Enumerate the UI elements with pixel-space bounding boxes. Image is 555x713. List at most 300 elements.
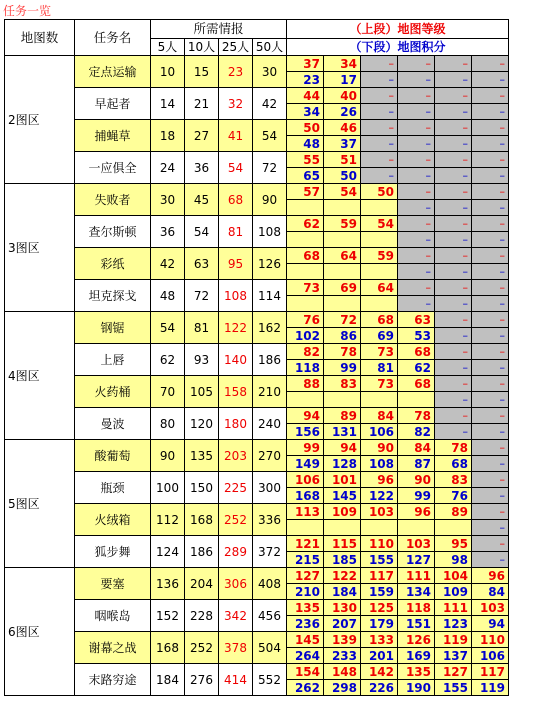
map-level: 121 (287, 536, 324, 552)
map-points: 34 (287, 104, 324, 120)
map-points: 168 (287, 488, 324, 504)
task-name: 早起者 (75, 88, 151, 120)
empty-points-dash: – (472, 104, 509, 120)
map-level: 84 (398, 440, 435, 456)
intel-value: 108 (253, 216, 287, 248)
map-points: 159 (361, 584, 398, 600)
empty-points-dash: – (472, 520, 509, 536)
empty-points-dash: – (435, 232, 472, 248)
map-points: 68 (435, 456, 472, 472)
map-points: 106 (472, 648, 509, 664)
intel-value: 204 (185, 568, 219, 600)
task-name: 彩纸 (75, 248, 151, 280)
intel-value: 81 (185, 312, 219, 344)
map-points: 62 (398, 360, 435, 376)
empty-points-dash: – (435, 72, 472, 88)
intel-value: 252 (219, 504, 253, 536)
map-points: 69 (361, 328, 398, 344)
intel-value: 336 (253, 504, 287, 536)
intel-value: 90 (151, 440, 185, 472)
map-points-empty (287, 296, 324, 312)
empty-level-dash: – (435, 376, 472, 392)
empty-points-dash: – (398, 232, 435, 248)
map-level: 78 (435, 440, 472, 456)
intel-value: 289 (219, 536, 253, 568)
task-name: 瓶颈 (75, 472, 151, 504)
map-points-empty (361, 392, 398, 408)
intel-value: 36 (151, 216, 185, 248)
intel-value: 158 (219, 376, 253, 408)
intel-value: 168 (185, 504, 219, 536)
map-points: 207 (324, 616, 361, 632)
intel-value: 54 (253, 120, 287, 152)
intel-value: 30 (151, 184, 185, 216)
map-points: 48 (287, 136, 324, 152)
map-level: 111 (398, 568, 435, 584)
map-level: 117 (472, 664, 509, 680)
map-points: 215 (287, 552, 324, 568)
intel-value: 90 (253, 184, 287, 216)
empty-level-dash: – (398, 152, 435, 168)
empty-points-dash: – (472, 200, 509, 216)
map-level: 110 (472, 632, 509, 648)
empty-level-dash: – (361, 88, 398, 104)
empty-points-dash: – (435, 424, 472, 440)
map-level: 113 (287, 504, 324, 520)
task-name: 定点运输 (75, 56, 151, 88)
map-points: 98 (435, 552, 472, 568)
intel-value: 408 (253, 568, 287, 600)
map-level: 135 (287, 600, 324, 616)
map-points: 23 (287, 72, 324, 88)
empty-points-dash: – (472, 456, 509, 472)
map-level: 88 (287, 376, 324, 392)
empty-points-dash: – (472, 168, 509, 184)
map-points: 127 (398, 552, 435, 568)
map-level: 103 (361, 504, 398, 520)
intel-value: 80 (151, 408, 185, 440)
empty-points-dash: – (398, 136, 435, 152)
intel-value: 10 (151, 56, 185, 88)
intel-value: 14 (151, 88, 185, 120)
empty-level-dash: – (472, 248, 509, 264)
map-level: 127 (287, 568, 324, 584)
intel-value: 186 (253, 344, 287, 376)
intel-value: 140 (219, 344, 253, 376)
map-points: 236 (287, 616, 324, 632)
map-level: 130 (324, 600, 361, 616)
area-label: 2图区 (5, 56, 75, 184)
intel-value: 504 (253, 632, 287, 664)
intel-value: 70 (151, 376, 185, 408)
empty-level-dash: – (435, 280, 472, 296)
area-label: 3图区 (5, 184, 75, 312)
map-level: 90 (361, 440, 398, 456)
task-name: 狐步舞 (75, 536, 151, 568)
empty-level-dash: – (398, 280, 435, 296)
map-points: 155 (361, 552, 398, 568)
empty-level-dash: – (435, 184, 472, 200)
intel-value: 122 (219, 312, 253, 344)
map-level: 73 (287, 280, 324, 296)
empty-level-dash: – (435, 312, 472, 328)
empty-points-dash: – (472, 232, 509, 248)
map-level: 89 (435, 504, 472, 520)
intel-value: 124 (151, 536, 185, 568)
map-level: 90 (398, 472, 435, 488)
task-name: 咽喉岛 (75, 600, 151, 632)
empty-level-dash: – (472, 280, 509, 296)
map-level: 59 (361, 248, 398, 264)
intel-value: 378 (219, 632, 253, 664)
map-level: 40 (324, 88, 361, 104)
map-level: 84 (361, 408, 398, 424)
intel-value: 552 (253, 664, 287, 696)
empty-points-dash: – (398, 168, 435, 184)
empty-points-dash: – (472, 328, 509, 344)
map-points: 106 (361, 424, 398, 440)
intel-value: 184 (151, 664, 185, 696)
map-level: 37 (287, 56, 324, 72)
map-points: 184 (324, 584, 361, 600)
empty-points-dash: – (435, 296, 472, 312)
intel-value: 270 (253, 440, 287, 472)
map-points: 179 (361, 616, 398, 632)
map-points: 131 (324, 424, 361, 440)
empty-points-dash: – (472, 552, 509, 568)
intel-value: 32 (219, 88, 253, 120)
empty-level-dash: – (472, 344, 509, 360)
task-name: 火药桶 (75, 376, 151, 408)
map-level: 96 (361, 472, 398, 488)
task-name: 坦克探戈 (75, 280, 151, 312)
map-level: 34 (324, 56, 361, 72)
map-level: 96 (472, 568, 509, 584)
header-upper-label: （上段）地图等级 (287, 20, 509, 39)
intel-value: 136 (151, 568, 185, 600)
map-level: 62 (287, 216, 324, 232)
map-level: 135 (398, 664, 435, 680)
task-name: 钢锯 (75, 312, 151, 344)
map-level: 68 (398, 376, 435, 392)
empty-points-dash: – (472, 392, 509, 408)
map-level: 68 (287, 248, 324, 264)
empty-level-dash: – (398, 88, 435, 104)
map-level: 115 (324, 536, 361, 552)
header-players-10: 10人 (185, 39, 219, 56)
map-points: 94 (472, 616, 509, 632)
map-points-empty (287, 200, 324, 216)
map-points: 233 (324, 648, 361, 664)
map-level: 64 (361, 280, 398, 296)
empty-points-dash: – (361, 136, 398, 152)
map-level: 103 (398, 536, 435, 552)
intel-value: 203 (219, 440, 253, 472)
empty-level-dash: – (398, 184, 435, 200)
empty-points-dash: – (361, 168, 398, 184)
map-level: 55 (287, 152, 324, 168)
map-level: 50 (287, 120, 324, 136)
intel-value: 24 (151, 152, 185, 184)
empty-level-dash: – (361, 152, 398, 168)
empty-level-dash: – (472, 504, 509, 520)
map-level: 111 (435, 600, 472, 616)
intel-value: 36 (185, 152, 219, 184)
empty-points-dash: – (472, 264, 509, 280)
intel-value: 150 (185, 472, 219, 504)
intel-value: 162 (253, 312, 287, 344)
task-name: 谢幕之战 (75, 632, 151, 664)
map-level: 99 (287, 440, 324, 456)
intel-value: 228 (185, 600, 219, 632)
header-task-name: 任务名 (75, 20, 151, 56)
map-level: 95 (435, 536, 472, 552)
map-points-empty (324, 232, 361, 248)
map-level: 104 (435, 568, 472, 584)
intel-value: 276 (185, 664, 219, 696)
empty-level-dash: – (435, 248, 472, 264)
map-points: 81 (361, 360, 398, 376)
task-name: 上唇 (75, 344, 151, 376)
map-points-empty (361, 296, 398, 312)
area-label: 4图区 (5, 312, 75, 440)
map-level: 59 (324, 216, 361, 232)
intel-value: 414 (219, 664, 253, 696)
intel-value: 456 (253, 600, 287, 632)
map-level: 119 (435, 632, 472, 648)
map-level: 118 (398, 600, 435, 616)
intel-value: 18 (151, 120, 185, 152)
intel-value: 114 (253, 280, 287, 312)
map-points: 264 (287, 648, 324, 664)
intel-value: 240 (253, 408, 287, 440)
empty-points-dash: – (435, 168, 472, 184)
empty-level-dash: – (472, 216, 509, 232)
map-points-empty (287, 392, 324, 408)
map-points: 17 (324, 72, 361, 88)
map-points: 210 (287, 584, 324, 600)
map-level: 139 (324, 632, 361, 648)
intel-value: 306 (219, 568, 253, 600)
intel-value: 42 (253, 88, 287, 120)
map-level: 44 (287, 88, 324, 104)
empty-level-dash: – (472, 472, 509, 488)
empty-level-dash: – (472, 312, 509, 328)
intel-value: 152 (151, 600, 185, 632)
map-level: 83 (324, 376, 361, 392)
map-points: 201 (361, 648, 398, 664)
map-level: 133 (361, 632, 398, 648)
map-level: 145 (287, 632, 324, 648)
empty-points-dash: – (472, 488, 509, 504)
map-points-empty (324, 200, 361, 216)
empty-level-dash: – (361, 56, 398, 72)
empty-level-dash: – (435, 88, 472, 104)
map-level: 94 (287, 408, 324, 424)
map-level: 72 (324, 312, 361, 328)
intel-value: 72 (253, 152, 287, 184)
header-players-50: 50人 (253, 39, 287, 56)
empty-points-dash: – (472, 360, 509, 376)
area-label: 5图区 (5, 440, 75, 568)
intel-value: 27 (185, 120, 219, 152)
map-points: 99 (324, 360, 361, 376)
empty-level-dash: – (472, 88, 509, 104)
map-points-empty (324, 392, 361, 408)
intel-value: 372 (253, 536, 287, 568)
intel-value: 342 (219, 600, 253, 632)
task-name: 火绒箱 (75, 504, 151, 536)
intel-value: 108 (219, 280, 253, 312)
map-points: 134 (398, 584, 435, 600)
intel-value: 126 (253, 248, 287, 280)
empty-points-dash: – (398, 200, 435, 216)
empty-points-dash: – (398, 296, 435, 312)
map-points: 123 (435, 616, 472, 632)
map-level: 148 (324, 664, 361, 680)
map-level: 68 (398, 344, 435, 360)
map-level: 57 (287, 184, 324, 200)
map-level: 50 (361, 184, 398, 200)
map-level: 78 (398, 408, 435, 424)
empty-points-dash: – (361, 104, 398, 120)
map-level: 63 (398, 312, 435, 328)
map-level: 73 (361, 344, 398, 360)
empty-points-dash: – (472, 136, 509, 152)
empty-level-dash: – (472, 376, 509, 392)
map-points-empty (361, 232, 398, 248)
empty-level-dash: – (472, 152, 509, 168)
map-points: 65 (287, 168, 324, 184)
empty-level-dash: – (435, 56, 472, 72)
empty-points-dash: – (472, 296, 509, 312)
intel-value: 54 (219, 152, 253, 184)
empty-points-dash: – (472, 72, 509, 88)
map-level: 109 (324, 504, 361, 520)
map-points: 156 (287, 424, 324, 440)
intel-value: 300 (253, 472, 287, 504)
intel-value: 112 (151, 504, 185, 536)
map-level: 51 (324, 152, 361, 168)
empty-points-dash: – (472, 424, 509, 440)
intel-value: 54 (151, 312, 185, 344)
empty-level-dash: – (472, 184, 509, 200)
empty-level-dash: – (435, 216, 472, 232)
map-level: 106 (287, 472, 324, 488)
map-points: 149 (287, 456, 324, 472)
header-players-5: 5人 (151, 39, 185, 56)
map-points-empty (287, 264, 324, 280)
intel-value: 252 (185, 632, 219, 664)
empty-level-dash: – (361, 120, 398, 136)
intel-value: 93 (185, 344, 219, 376)
map-level: 96 (398, 504, 435, 520)
map-level: 125 (361, 600, 398, 616)
empty-points-dash: – (361, 72, 398, 88)
map-level: 110 (361, 536, 398, 552)
map-points: 185 (324, 552, 361, 568)
intel-value: 81 (219, 216, 253, 248)
task-name: 末路穷途 (75, 664, 151, 696)
empty-level-dash: – (472, 120, 509, 136)
map-points-empty (361, 520, 398, 536)
intel-value: 62 (151, 344, 185, 376)
map-points-empty (398, 520, 435, 536)
empty-level-dash: – (435, 152, 472, 168)
map-points: 190 (398, 680, 435, 696)
task-name: 失败者 (75, 184, 151, 216)
map-points: 262 (287, 680, 324, 696)
empty-level-dash: – (472, 408, 509, 424)
intel-value: 95 (219, 248, 253, 280)
intel-value: 100 (151, 472, 185, 504)
map-points: 86 (324, 328, 361, 344)
map-points: 99 (398, 488, 435, 504)
task-name: 查尔斯顿 (75, 216, 151, 248)
intel-value: 72 (185, 280, 219, 312)
intel-value: 105 (185, 376, 219, 408)
empty-points-dash: – (435, 104, 472, 120)
header-map-count: 地图数 (5, 20, 75, 56)
map-points-empty (361, 264, 398, 280)
empty-points-dash: – (435, 360, 472, 376)
area-label: 6图区 (5, 568, 75, 696)
intel-value: 210 (253, 376, 287, 408)
map-points-empty (324, 520, 361, 536)
header-lower-label: （下段）地图积分 (287, 39, 509, 56)
map-level: 126 (398, 632, 435, 648)
map-level: 154 (287, 664, 324, 680)
intel-value: 168 (151, 632, 185, 664)
map-level: 127 (435, 664, 472, 680)
intel-value: 48 (151, 280, 185, 312)
map-level: 68 (361, 312, 398, 328)
empty-level-dash: – (435, 120, 472, 136)
map-points: 119 (472, 680, 509, 696)
header-required-intel: 所需情报 (151, 20, 287, 39)
empty-level-dash: – (398, 56, 435, 72)
task-name: 一应俱全 (75, 152, 151, 184)
empty-level-dash: – (435, 344, 472, 360)
intel-value: 30 (253, 56, 287, 88)
map-points: 108 (361, 456, 398, 472)
map-points-empty (324, 296, 361, 312)
map-level: 122 (324, 568, 361, 584)
empty-level-dash: – (472, 536, 509, 552)
header-players-25: 25人 (219, 39, 253, 56)
intel-value: 180 (219, 408, 253, 440)
empty-points-dash: – (435, 200, 472, 216)
task-name: 要塞 (75, 568, 151, 600)
map-level: 103 (472, 600, 509, 616)
map-level: 76 (287, 312, 324, 328)
map-points: 53 (398, 328, 435, 344)
map-level: 117 (361, 568, 398, 584)
map-level: 101 (324, 472, 361, 488)
map-points: 226 (361, 680, 398, 696)
sheet-title: 任务一览 (3, 4, 52, 18)
empty-points-dash: – (398, 72, 435, 88)
empty-level-dash: – (472, 56, 509, 72)
intel-value: 42 (151, 248, 185, 280)
map-points-empty (287, 232, 324, 248)
map-points-empty (435, 520, 472, 536)
map-points: 122 (361, 488, 398, 504)
map-points: 82 (398, 424, 435, 440)
map-points: 169 (398, 648, 435, 664)
task-name: 捕蝇草 (75, 120, 151, 152)
map-points: 128 (324, 456, 361, 472)
